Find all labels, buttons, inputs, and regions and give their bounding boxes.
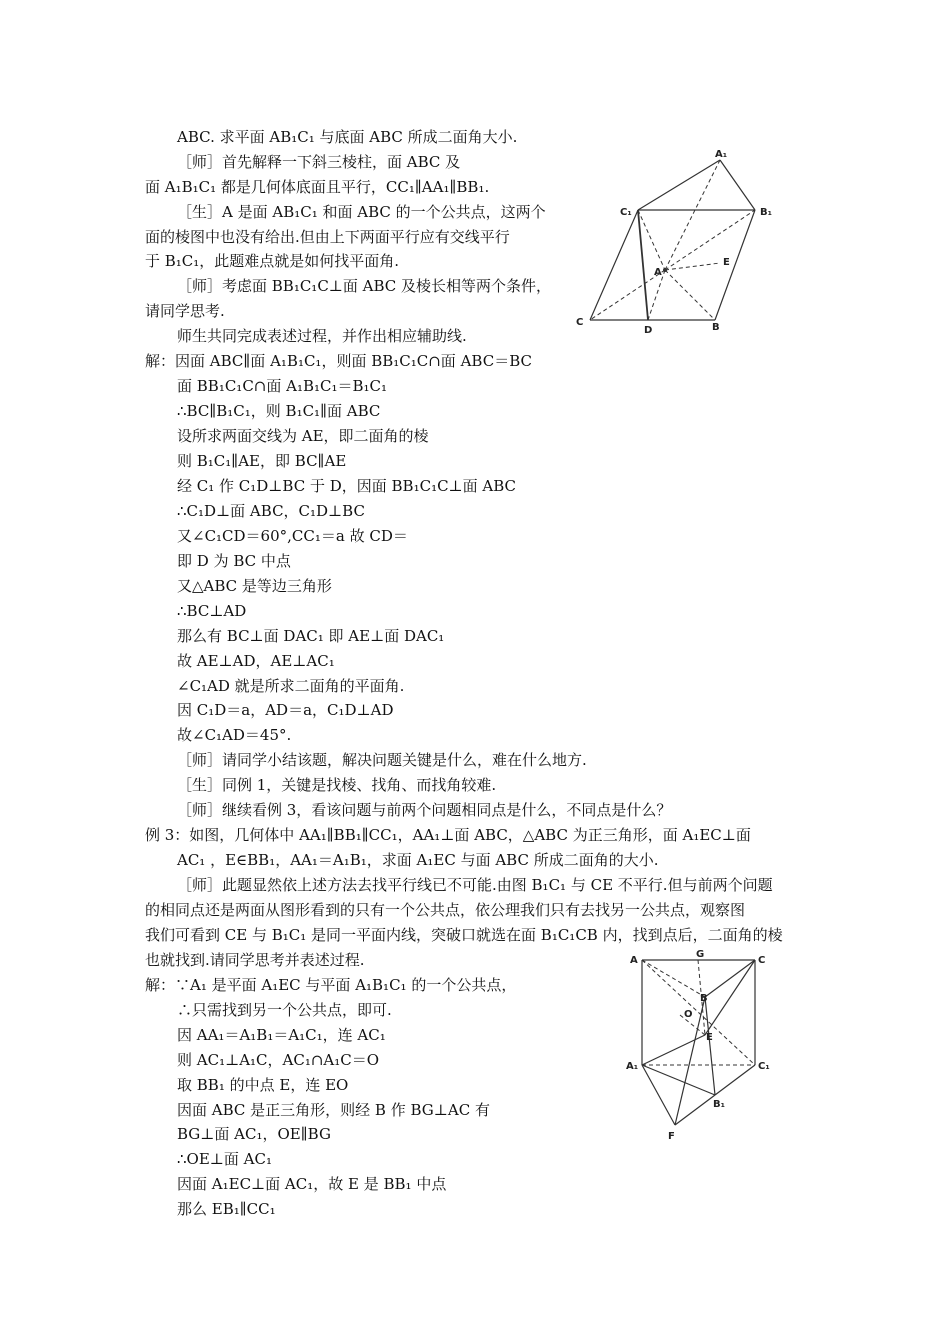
text-line: ［生］A 是面 AB₁C₁ 和面 ABC 的一个公共点，这两个: [177, 203, 546, 221]
text-line: 故∠C₁AD＝45°.: [177, 726, 292, 744]
text-line: ∴BC⊥AD: [177, 602, 247, 620]
label-A1: A₁: [715, 149, 728, 160]
label-B1: B₁: [760, 207, 773, 218]
label-A: A: [630, 955, 638, 966]
label-A: A: [654, 267, 662, 278]
text-line: ［师］此题显然依上述方法去找平行线已不可能.由图 B₁C₁ 与 CE 不平行.但与前两个问题: [177, 876, 773, 894]
text-line: ABC. 求平面 AB₁C₁ 与底面 ABC 所成二面角大小.: [177, 128, 518, 146]
text-line: 因 AA₁＝A₁B₁＝A₁C₁，连 AC₁: [177, 1026, 386, 1044]
label-B: B: [700, 993, 708, 1004]
label-F: F: [668, 1131, 675, 1142]
text-line: ∴BC∥B₁C₁，则 B₁C₁∥面 ABC: [177, 402, 381, 420]
label-B1: B₁: [713, 1099, 726, 1110]
label-C: C: [576, 317, 584, 328]
text-line: ［师］请同学小结该题，解决问题关键是什么，难在什么地方.: [177, 751, 587, 769]
label-C1: C₁: [758, 1061, 770, 1072]
text-line: AC₁ ，E∈BB₁，AA₁＝A₁B₁，求面 A₁EC 与面 ABC 所成二面角的大小.: [177, 851, 659, 869]
text-line: 的相同点还是两面从图形看到的只有一个公共点，依公理我们只有去找另一公共点，观察图: [145, 901, 746, 919]
text-line: 师生共同完成表述过程，并作出相应辅助线.: [177, 327, 467, 345]
text-line: 取 BB₁ 的中点 E，连 EO: [177, 1076, 349, 1094]
text-line: 请同学思考.: [145, 302, 225, 320]
text-line: 面 A₁B₁C₁ 都是几何体底面且平行，CC₁∥AA₁∥BB₁.: [145, 178, 490, 196]
label-C: C: [758, 955, 766, 966]
text-line: 于 B₁C₁，此题难点就是如何找平面角.: [145, 252, 400, 270]
text-line: ∴C₁D⊥面 ABC，C₁D⊥BC: [177, 502, 365, 520]
text-line: 也就找到.请同学思考并表述过程.: [145, 951, 365, 969]
label-A1: A₁: [626, 1061, 639, 1072]
text-line: ∠C₁AD 就是所求二面角的平面角.: [177, 677, 405, 695]
text-line: BG⊥面 AC₁，OE∥BG: [177, 1125, 331, 1143]
text-line: ［师］继续看例 3，看该问题与前两个问题相同点是什么，不同点是什么？: [177, 801, 672, 819]
text-line: 则 B₁C₁∥AE，即 BC∥AE: [177, 452, 347, 470]
prism-figure-2: [620, 945, 780, 1145]
text-line: 解：∵A₁ 是平面 A₁EC 与平面 A₁B₁C₁ 的一个公共点，: [145, 976, 517, 994]
text-line: 又△ABC 是等边三角形: [177, 577, 332, 595]
text-line: 即 D 为 BC 中点: [177, 552, 291, 570]
label-E: E: [706, 1032, 713, 1043]
text-line: 经 C₁ 作 C₁D⊥BC 于 D，因面 BB₁C₁C⊥面 ABC: [177, 477, 517, 495]
text-line: ［师］首先解释一下斜三棱柱，面 ABC 及: [177, 153, 461, 171]
text-line: 解：因面 ABC∥面 A₁B₁C₁，则面 BB₁C₁C∩面 ABC＝BC: [145, 352, 532, 370]
text-line: 故 AE⊥AD，AE⊥AC₁: [177, 652, 335, 670]
text-line: 面的棱图中也没有给出.但由上下两面平行应有交线平行: [145, 228, 510, 246]
text-line: ［生］同例 1，关键是找棱、找角、而找角较难.: [177, 776, 497, 794]
label-C1: C₁: [620, 207, 632, 218]
text-line: 因面 ABC 是正三角形，则经 B 作 BG⊥AC 有: [177, 1101, 490, 1119]
text-line: 又∠C₁CD＝60°,CC₁＝a 故 CD＝: [177, 527, 408, 545]
text-line: 面 BB₁C₁C∩面 A₁B₁C₁＝B₁C₁: [177, 377, 388, 395]
label-B: B: [712, 322, 720, 333]
label-G: G: [696, 949, 705, 960]
prism-figure-1: [570, 145, 790, 340]
text-line: 设所求两面交线为 AE，即二面角的棱: [177, 427, 429, 445]
text-line: ［师］考虑面 BB₁C₁C⊥面 ABC 及棱长相等两个条件，: [177, 277, 552, 295]
text-line: ∴OE⊥面 AC₁: [177, 1150, 272, 1168]
label-D: D: [644, 325, 653, 336]
text-line: 我们可看到 CE 与 B₁C₁ 是同一平面内线，突破口就选在面 B₁C₁CB 内，找到点后，二面角的棱: [145, 926, 783, 944]
label-E: E: [723, 257, 730, 268]
text-line: 那么 EB₁∥CC₁: [177, 1200, 276, 1218]
text-line: 例 3：如图，几何体中 AA₁∥BB₁∥CC₁，AA₁⊥面 ABC，△ABC 为正三角形，面 A₁EC⊥面: [145, 826, 751, 844]
text-line: 那么有 BC⊥面 DAC₁ 即 AE⊥面 DAC₁: [177, 627, 445, 645]
text-line: 则 AC₁⊥A₁C，AC₁∩A₁C＝O: [177, 1051, 380, 1069]
text-line: 因面 A₁EC⊥面 AC₁，故 E 是 BB₁ 中点: [177, 1175, 447, 1193]
text-line: ∴只需找到另一个公共点，即可.: [177, 1001, 392, 1019]
label-O: O: [684, 1009, 693, 1020]
text-line: 因 C₁D＝a，AD＝a，C₁D⊥AD: [177, 701, 394, 719]
